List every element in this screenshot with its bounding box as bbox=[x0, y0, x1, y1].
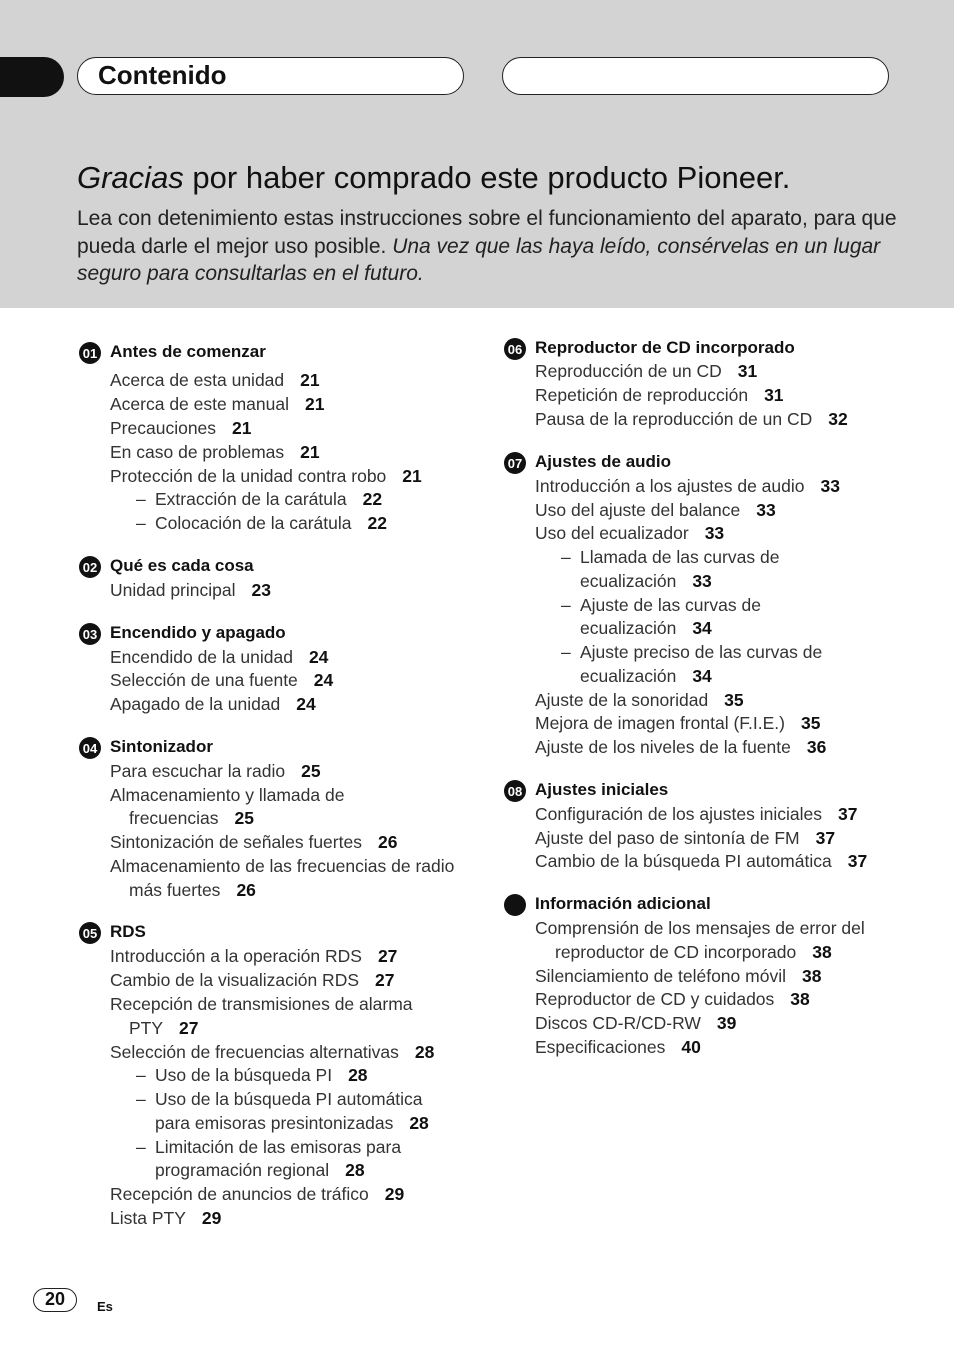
toc-page-number: 32 bbox=[828, 409, 848, 429]
toc-entry-text: Lista PTY bbox=[110, 1208, 186, 1228]
toc-entry-text: Ajuste de las curvas de bbox=[580, 595, 761, 615]
toc-entry-text: Comprensión de los mensajes de error del bbox=[535, 918, 865, 938]
toc-entry-text: Reproductor de CD y cuidados bbox=[535, 989, 775, 1009]
toc-entry bbox=[110, 992, 413, 1016]
toc-page-number: 23 bbox=[251, 580, 271, 600]
toc-page-number: 27 bbox=[179, 1018, 199, 1038]
toc-entry-text: Repetición de reproducción bbox=[535, 385, 749, 405]
toc-entry-text: Llamada de las curvas de bbox=[580, 547, 780, 567]
toc-entry bbox=[110, 416, 252, 440]
toc-page-number: 38 bbox=[812, 942, 832, 962]
toc-page-number: 28 bbox=[348, 1065, 368, 1085]
chapter-title: RDS bbox=[110, 922, 146, 941]
toc-entry bbox=[535, 498, 776, 522]
toc-entry bbox=[136, 487, 382, 511]
toc-entry bbox=[535, 383, 784, 407]
chapter-title: Antes de comenzar bbox=[110, 342, 266, 361]
toc-entry-text: Uso del ecualizador bbox=[535, 523, 689, 543]
language-code: Es bbox=[97, 1299, 113, 1314]
toc-entry bbox=[580, 616, 712, 640]
toc-entry-text: Selección de una fuente bbox=[110, 670, 298, 690]
toc-page-number: 24 bbox=[308, 647, 329, 667]
toc-entry-text: Unidad principal bbox=[110, 580, 236, 600]
chapter-title: Reproductor de CD incorporado bbox=[535, 338, 795, 357]
toc-entry bbox=[535, 802, 857, 826]
toc-entry bbox=[535, 711, 820, 735]
toc-entry-text: Introducción a los ajustes de audio bbox=[535, 476, 805, 496]
toc-entry-text: Extracción de la carátula bbox=[155, 489, 347, 509]
toc-page-number: 21 bbox=[402, 466, 422, 486]
toc-page-number: 25 bbox=[301, 761, 321, 781]
dash-marker: – bbox=[136, 1065, 146, 1085]
dash-marker: – bbox=[561, 547, 571, 567]
toc-entry bbox=[110, 578, 271, 602]
chapter-title: Ajustes de audio bbox=[535, 452, 672, 471]
black-tab bbox=[0, 57, 64, 97]
toc-page-number: 35 bbox=[724, 690, 744, 710]
toc-entry-text: Limitación de las emisoras para bbox=[155, 1137, 402, 1157]
toc-page-number: 34 bbox=[692, 666, 712, 686]
toc-entry bbox=[110, 645, 328, 669]
toc-entry-text: Encendido de la unidad bbox=[110, 647, 293, 667]
chapter-title: Encendido y apagado bbox=[110, 623, 286, 642]
toc-entry-text: Pausa de la reproducción de un CD bbox=[535, 409, 813, 429]
section-title-pill bbox=[77, 57, 464, 95]
toc-entry-text: Silenciamiento de teléfono móvil bbox=[535, 966, 786, 986]
toc-entry bbox=[110, 1182, 404, 1206]
chapter-number-badge: 02 bbox=[79, 556, 101, 578]
toc-page-number: 27 bbox=[375, 970, 395, 990]
toc-entry-text: más fuertes bbox=[129, 880, 221, 900]
toc-entry bbox=[136, 511, 387, 535]
toc-page-number: 40 bbox=[681, 1037, 701, 1057]
toc-entry-text: Ajuste de los niveles de la fuente bbox=[535, 737, 791, 757]
toc-page-number: 38 bbox=[790, 989, 810, 1009]
toc-entry bbox=[561, 593, 761, 617]
toc-entry-text: Uso del ajuste del balance bbox=[535, 500, 741, 520]
toc-entry-text: Introducción a la operación RDS bbox=[110, 946, 362, 966]
toc-entry-text: Recepción de anuncios de tráfico bbox=[110, 1184, 369, 1204]
toc-entry bbox=[535, 407, 848, 431]
toc-entry bbox=[535, 987, 810, 1011]
toc-entry bbox=[155, 1111, 429, 1135]
toc-entry bbox=[129, 878, 256, 902]
toc-page-number: 28 bbox=[414, 1042, 435, 1062]
chapter-title: Ajustes iniciales bbox=[535, 780, 669, 799]
chapter-number-badge: 08 bbox=[504, 780, 526, 802]
toc-entry-text: PTY bbox=[129, 1018, 164, 1038]
toc-entry-text: Precauciones bbox=[110, 418, 217, 438]
headline bbox=[77, 160, 790, 196]
toc-entry bbox=[136, 1063, 368, 1087]
toc-entry bbox=[555, 940, 832, 964]
toc-page-number: 26 bbox=[377, 832, 398, 852]
toc-entry-text: ecualización bbox=[580, 666, 677, 686]
toc-entry bbox=[561, 640, 822, 664]
toc-page-number: 31 bbox=[737, 361, 758, 381]
toc-entry bbox=[535, 688, 744, 712]
toc-entry-text: En caso de problemas bbox=[110, 442, 285, 462]
toc-page-number: 29 bbox=[201, 1208, 222, 1228]
chapter-title: Qué es cada cosa bbox=[110, 556, 254, 575]
toc-entry-text: para emisoras presintonizadas bbox=[155, 1113, 394, 1133]
toc-entry bbox=[110, 692, 316, 716]
toc-page-number: 31 bbox=[764, 385, 784, 405]
toc-entry-text: Ajuste de la sonoridad bbox=[535, 690, 709, 710]
toc-entry bbox=[110, 830, 397, 854]
toc-page-number: 21 bbox=[232, 418, 252, 438]
toc-entry-text: Cambio de la visualización RDS bbox=[110, 970, 359, 990]
toc-entry-text: Cambio de la búsqueda PI automática bbox=[535, 851, 832, 871]
toc-entry-text: reproductor de CD incorporado bbox=[555, 942, 797, 962]
toc-entry bbox=[535, 1035, 701, 1059]
toc-entry bbox=[110, 944, 397, 968]
dash-marker: – bbox=[561, 595, 571, 615]
toc-page-number: 37 bbox=[847, 851, 868, 871]
toc-entry bbox=[535, 849, 867, 873]
toc-entry-text: Reproducción de un CD bbox=[535, 361, 722, 381]
toc-entry-text: Recepción de transmisiones de alarma bbox=[110, 994, 413, 1014]
chapter-number-badge: 04 bbox=[79, 737, 101, 759]
toc-entry bbox=[110, 368, 320, 392]
toc-entry-text: Discos CD-R/CD-RW bbox=[535, 1013, 701, 1033]
chapter-number-badge: 03 bbox=[79, 623, 101, 645]
toc-entry bbox=[535, 916, 865, 940]
toc-entry-text: Uso de la búsqueda PI bbox=[155, 1065, 333, 1085]
toc-entry-text: Colocación de la carátula bbox=[155, 513, 352, 533]
toc-page-number: 21 bbox=[300, 370, 320, 390]
toc-page-number: 28 bbox=[409, 1113, 429, 1133]
intro-paragraph bbox=[77, 205, 897, 288]
toc-entry bbox=[110, 759, 321, 783]
toc-entry bbox=[561, 545, 779, 569]
toc-entry bbox=[110, 464, 422, 488]
headline-italic: Gracias bbox=[77, 160, 184, 195]
toc-entry-text: Acerca de esta unidad bbox=[110, 370, 285, 390]
toc-page-number: 29 bbox=[384, 1184, 405, 1204]
toc-page-number: 24 bbox=[296, 694, 316, 714]
toc-entry bbox=[580, 569, 712, 593]
toc-page-number: 27 bbox=[377, 946, 398, 966]
intro-italic: Una vez que las haya leído, consérvelas en un lugar seguro para consultarlas en el futuro. bbox=[77, 234, 881, 285]
toc-entry bbox=[110, 1206, 221, 1230]
dash-marker: – bbox=[136, 489, 146, 509]
toc-entry-text: Apagado de la unidad bbox=[110, 694, 281, 714]
toc-entry-text: Protección de la unidad contra robo bbox=[110, 466, 387, 486]
section-title: Contenido bbox=[98, 60, 227, 90]
toc-page-number: 38 bbox=[801, 966, 822, 986]
chapter-title: Sintonizador bbox=[110, 737, 213, 756]
toc-entry-text: Uso de la búsqueda PI automática bbox=[155, 1089, 423, 1109]
toc-page-number: 22 bbox=[362, 489, 383, 509]
toc-entry bbox=[535, 964, 821, 988]
toc-page-number: 21 bbox=[305, 394, 325, 414]
chapter-number-badge bbox=[504, 894, 526, 916]
toc-entry bbox=[535, 474, 840, 498]
toc-page-number: 33 bbox=[756, 500, 776, 520]
toc-entry bbox=[110, 1040, 434, 1064]
toc-entry-text: ecualización bbox=[580, 571, 677, 591]
toc-page-number: 39 bbox=[716, 1013, 737, 1033]
toc-entry bbox=[129, 1016, 199, 1040]
toc-page-number: 36 bbox=[806, 737, 827, 757]
toc-entry-text: ecualización bbox=[580, 618, 677, 638]
toc-entry-text: Selección de frecuencias alternativas bbox=[110, 1042, 399, 1062]
chapter-number-badge: 06 bbox=[504, 338, 526, 360]
toc-entry bbox=[535, 826, 835, 850]
toc-entry bbox=[535, 735, 826, 759]
toc-page-number: 26 bbox=[236, 880, 256, 900]
toc-entry bbox=[136, 1135, 401, 1159]
toc-entry-text: Ajuste preciso de las curvas de bbox=[580, 642, 823, 662]
toc-entry-text: Ajuste del paso de sintonía de FM bbox=[535, 828, 800, 848]
chapter-number-badge: 05 bbox=[79, 922, 101, 944]
chapter-title: Información adicional bbox=[535, 894, 711, 913]
toc-entry bbox=[110, 783, 344, 807]
chapter-number-badge: 07 bbox=[504, 452, 526, 474]
chapter-number-badge: 01 bbox=[79, 342, 101, 364]
toc-entry bbox=[535, 521, 724, 545]
dash-marker: – bbox=[561, 642, 571, 662]
toc-entry-text: Especificaciones bbox=[535, 1037, 666, 1057]
toc-page-number: 33 bbox=[704, 523, 725, 543]
toc-entry-text: Mejora de imagen frontal (F.I.E.) bbox=[535, 713, 785, 733]
toc-page-number: 33 bbox=[692, 571, 712, 591]
empty-pill bbox=[502, 57, 889, 95]
toc-entry-text: Acerca de este manual bbox=[110, 394, 289, 414]
dash-marker: – bbox=[136, 1137, 146, 1157]
toc-entry bbox=[110, 440, 320, 464]
dash-marker: – bbox=[136, 513, 146, 533]
headline-rest: por haber comprado este producto Pioneer. bbox=[183, 160, 791, 195]
toc-entry-text: programación regional bbox=[155, 1160, 330, 1180]
toc-entry-text: frecuencias bbox=[129, 808, 219, 828]
toc-entry bbox=[110, 968, 394, 992]
toc-page-number: 28 bbox=[345, 1160, 365, 1180]
toc-page-number: 34 bbox=[692, 618, 712, 638]
toc-page-number: 37 bbox=[815, 828, 836, 848]
toc-entry bbox=[580, 664, 712, 688]
toc-page-number: 22 bbox=[367, 513, 387, 533]
toc-entry bbox=[129, 806, 254, 830]
toc-entry bbox=[535, 359, 757, 383]
toc-page-number: 37 bbox=[837, 804, 858, 824]
toc-page-number: 35 bbox=[800, 713, 821, 733]
toc-entry bbox=[110, 854, 454, 878]
toc-entry-text: Almacenamiento de las frecuencias de radio bbox=[110, 856, 455, 876]
toc-entry-text: Configuración de los ajustes iniciales bbox=[535, 804, 822, 824]
toc-entry bbox=[136, 1087, 423, 1111]
page-number: 20 bbox=[33, 1288, 77, 1312]
toc-page-number: 21 bbox=[300, 442, 320, 462]
toc-entry-text: Sintonización de señales fuertes bbox=[110, 832, 362, 852]
dash-marker: – bbox=[136, 1089, 146, 1109]
toc-entry-text: Almacenamiento y llamada de bbox=[110, 785, 345, 805]
toc-entry bbox=[155, 1158, 365, 1182]
toc-entry-text: Para escuchar la radio bbox=[110, 761, 286, 781]
toc-page-number: 24 bbox=[313, 670, 334, 690]
toc-entry bbox=[535, 1011, 736, 1035]
intro-plain: Lea con detenimiento estas instrucciones sobre el funcionamiento del aparato, para que pueda darle el mejor uso posible. bbox=[77, 207, 897, 258]
toc-page-number: 25 bbox=[234, 808, 254, 828]
toc-page-number: 33 bbox=[820, 476, 840, 496]
toc-entry bbox=[110, 392, 324, 416]
toc-entry bbox=[110, 668, 333, 692]
